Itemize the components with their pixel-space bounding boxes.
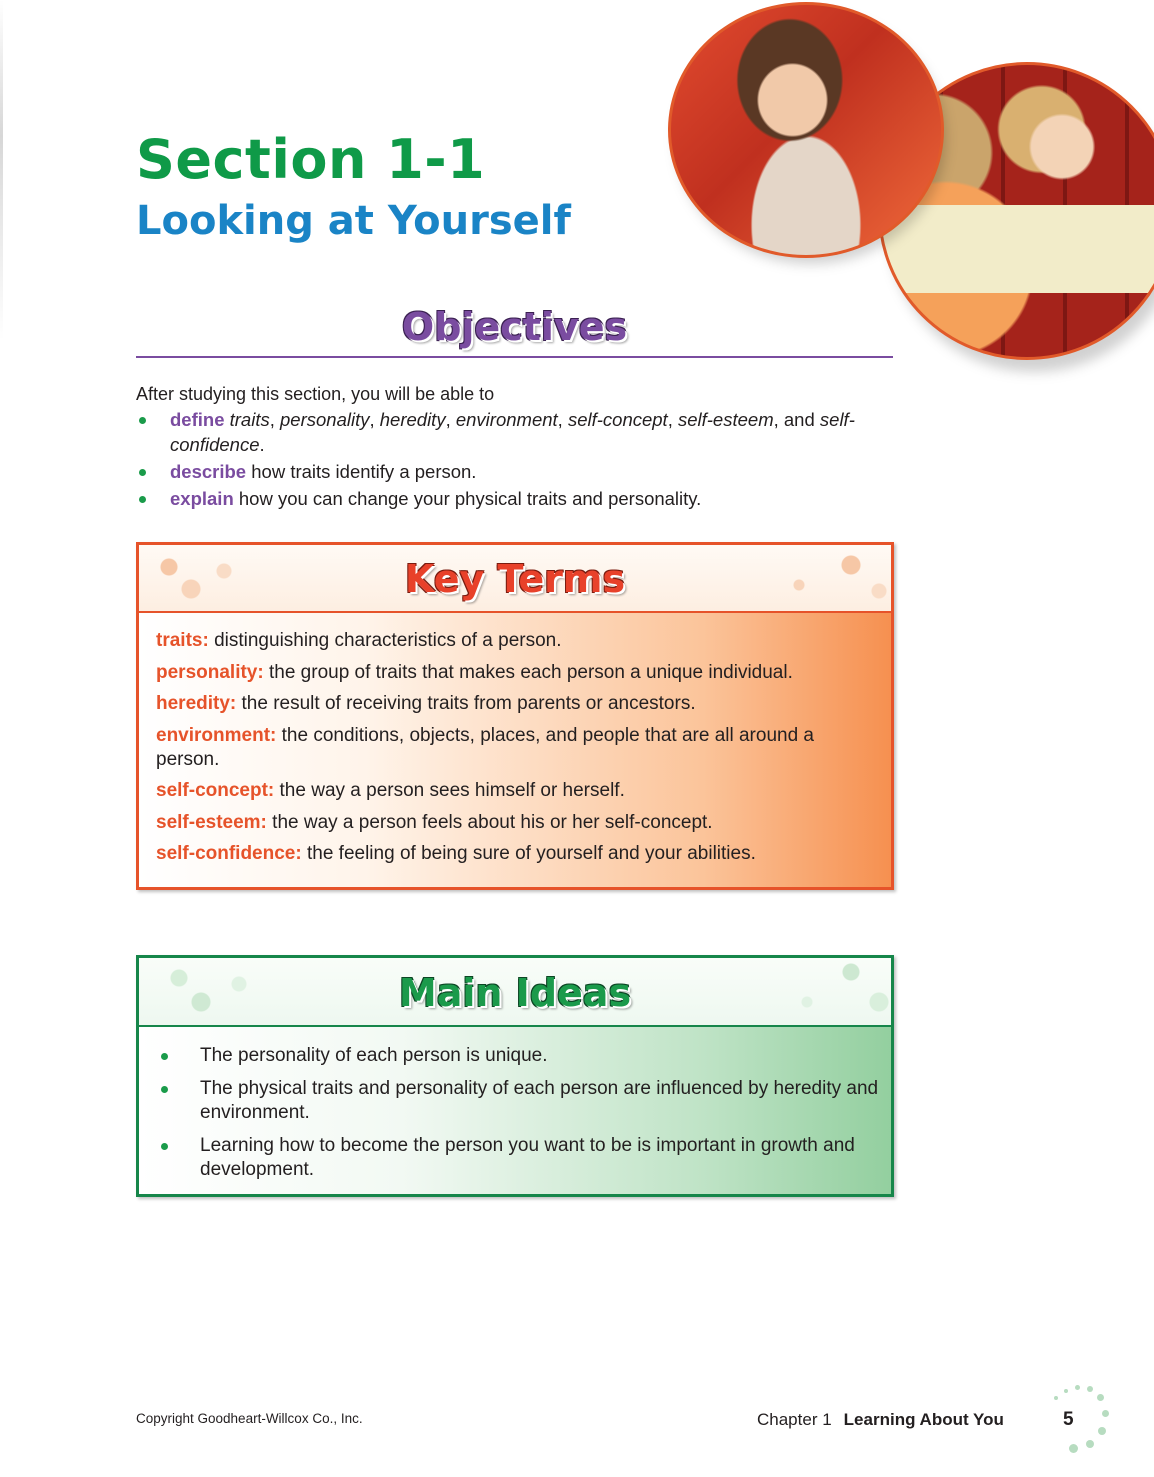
main-ideas-list <box>156 1044 882 1191</box>
key-term: self-concept: <box>156 780 275 801</box>
objective-verb: explain <box>170 488 234 509</box>
objective-verb: define <box>170 409 225 430</box>
objective-verb: describe <box>170 461 247 482</box>
objective-text: how traits identify a person. <box>246 461 477 482</box>
page-number: 5 <box>1063 1409 1074 1430</box>
section-subtitle: Looking at Yourself <box>136 198 571 244</box>
key-terms-header <box>139 545 891 613</box>
chapter-running-head <box>757 1410 1004 1430</box>
key-term: traits: <box>156 630 209 651</box>
main-idea-text: The personality of each person is unique. <box>200 1045 548 1066</box>
objectives-heading: Objectives <box>401 305 628 349</box>
bullet-icon <box>139 469 146 476</box>
main-idea-text: The physical traits and personality of each person are influenced by heredity and environment. <box>200 1078 879 1123</box>
key-term-item <box>156 724 882 772</box>
key-term: self-esteem: <box>156 811 267 833</box>
bullet-icon <box>161 1053 168 1060</box>
objective-term: personality <box>280 409 370 430</box>
key-term: heredity: <box>156 693 237 714</box>
bullet-icon <box>139 417 146 424</box>
objective-item <box>136 407 896 457</box>
objective-term: self-confidence <box>170 409 855 455</box>
key-term-definition: the result of receiving traits from parents or ancestors. <box>236 693 696 714</box>
section-title: Section 1-1 <box>136 128 486 191</box>
main-ideas-box <box>136 955 894 1197</box>
key-term-definition: the group of traits that makes each person a unique individual. <box>263 661 793 683</box>
objective-term: traits <box>229 409 270 430</box>
key-term-item <box>156 811 882 835</box>
separator: , <box>369 409 380 430</box>
separator: , <box>269 409 280 430</box>
key-term-item <box>156 629 882 653</box>
bullet-icon <box>161 1086 168 1093</box>
objectives-intro: After studying this section, you will be able to <box>136 384 495 404</box>
main-idea-item <box>156 1134 882 1182</box>
objectives-list <box>136 407 896 513</box>
separator: . <box>259 434 265 455</box>
separator: , <box>557 409 568 430</box>
objective-term: heredity <box>379 409 446 430</box>
objectives-divider <box>136 356 893 358</box>
key-term: environment: <box>156 724 277 746</box>
key-term-definition: the conditions, objects, places, and people that are all around a person. <box>156 724 814 770</box>
objective-text: how you can change your physical traits and personality. <box>233 488 702 509</box>
key-term-definition: the feeling of being sure of yourself and your abilities. <box>301 843 756 864</box>
separator: , <box>445 409 456 430</box>
main-ideas-header <box>139 958 891 1027</box>
page-edge-shadow <box>0 0 3 340</box>
objective-term: self-esteem <box>677 409 774 430</box>
chapter-label: Chapter 1 <box>757 1410 832 1429</box>
objective-item <box>136 486 896 511</box>
key-term-item <box>156 842 882 866</box>
main-idea-text: Learning how to become the person you want to be is important in growth and development. <box>200 1135 855 1180</box>
key-term: self-confidence: <box>156 843 302 864</box>
bullet-icon <box>139 496 146 503</box>
key-term-definition: distinguishing characteristics of a person. <box>208 630 562 651</box>
key-terms-box <box>136 542 894 890</box>
key-term-item <box>156 692 882 716</box>
chapter-title: Learning About You <box>843 1410 1004 1429</box>
separator: , and <box>773 409 820 430</box>
main-idea-item <box>156 1044 882 1068</box>
separator: , <box>667 409 678 430</box>
photo-girl-with-pen <box>668 2 944 258</box>
objective-term: environment <box>455 409 558 430</box>
key-term: personality: <box>156 661 264 683</box>
main-ideas-heading: Main Ideas <box>398 971 632 1015</box>
key-terms-list <box>156 629 882 874</box>
copyright-notice: Copyright Goodheart-Willcox Co., Inc. <box>136 1411 363 1426</box>
objective-item <box>136 459 896 484</box>
key-term-definition: the way a person sees himself or herself. <box>274 780 625 801</box>
bullet-icon <box>161 1143 168 1150</box>
decorative-dots-icon <box>1040 1380 1114 1458</box>
key-term-item <box>156 779 882 803</box>
key-term-item <box>156 661 882 685</box>
objective-term: self-concept <box>567 409 668 430</box>
key-terms-heading: Key Terms <box>404 557 626 601</box>
key-term-definition: the way a person feels about his or her self-concept. <box>266 811 713 833</box>
main-idea-item <box>156 1077 882 1125</box>
